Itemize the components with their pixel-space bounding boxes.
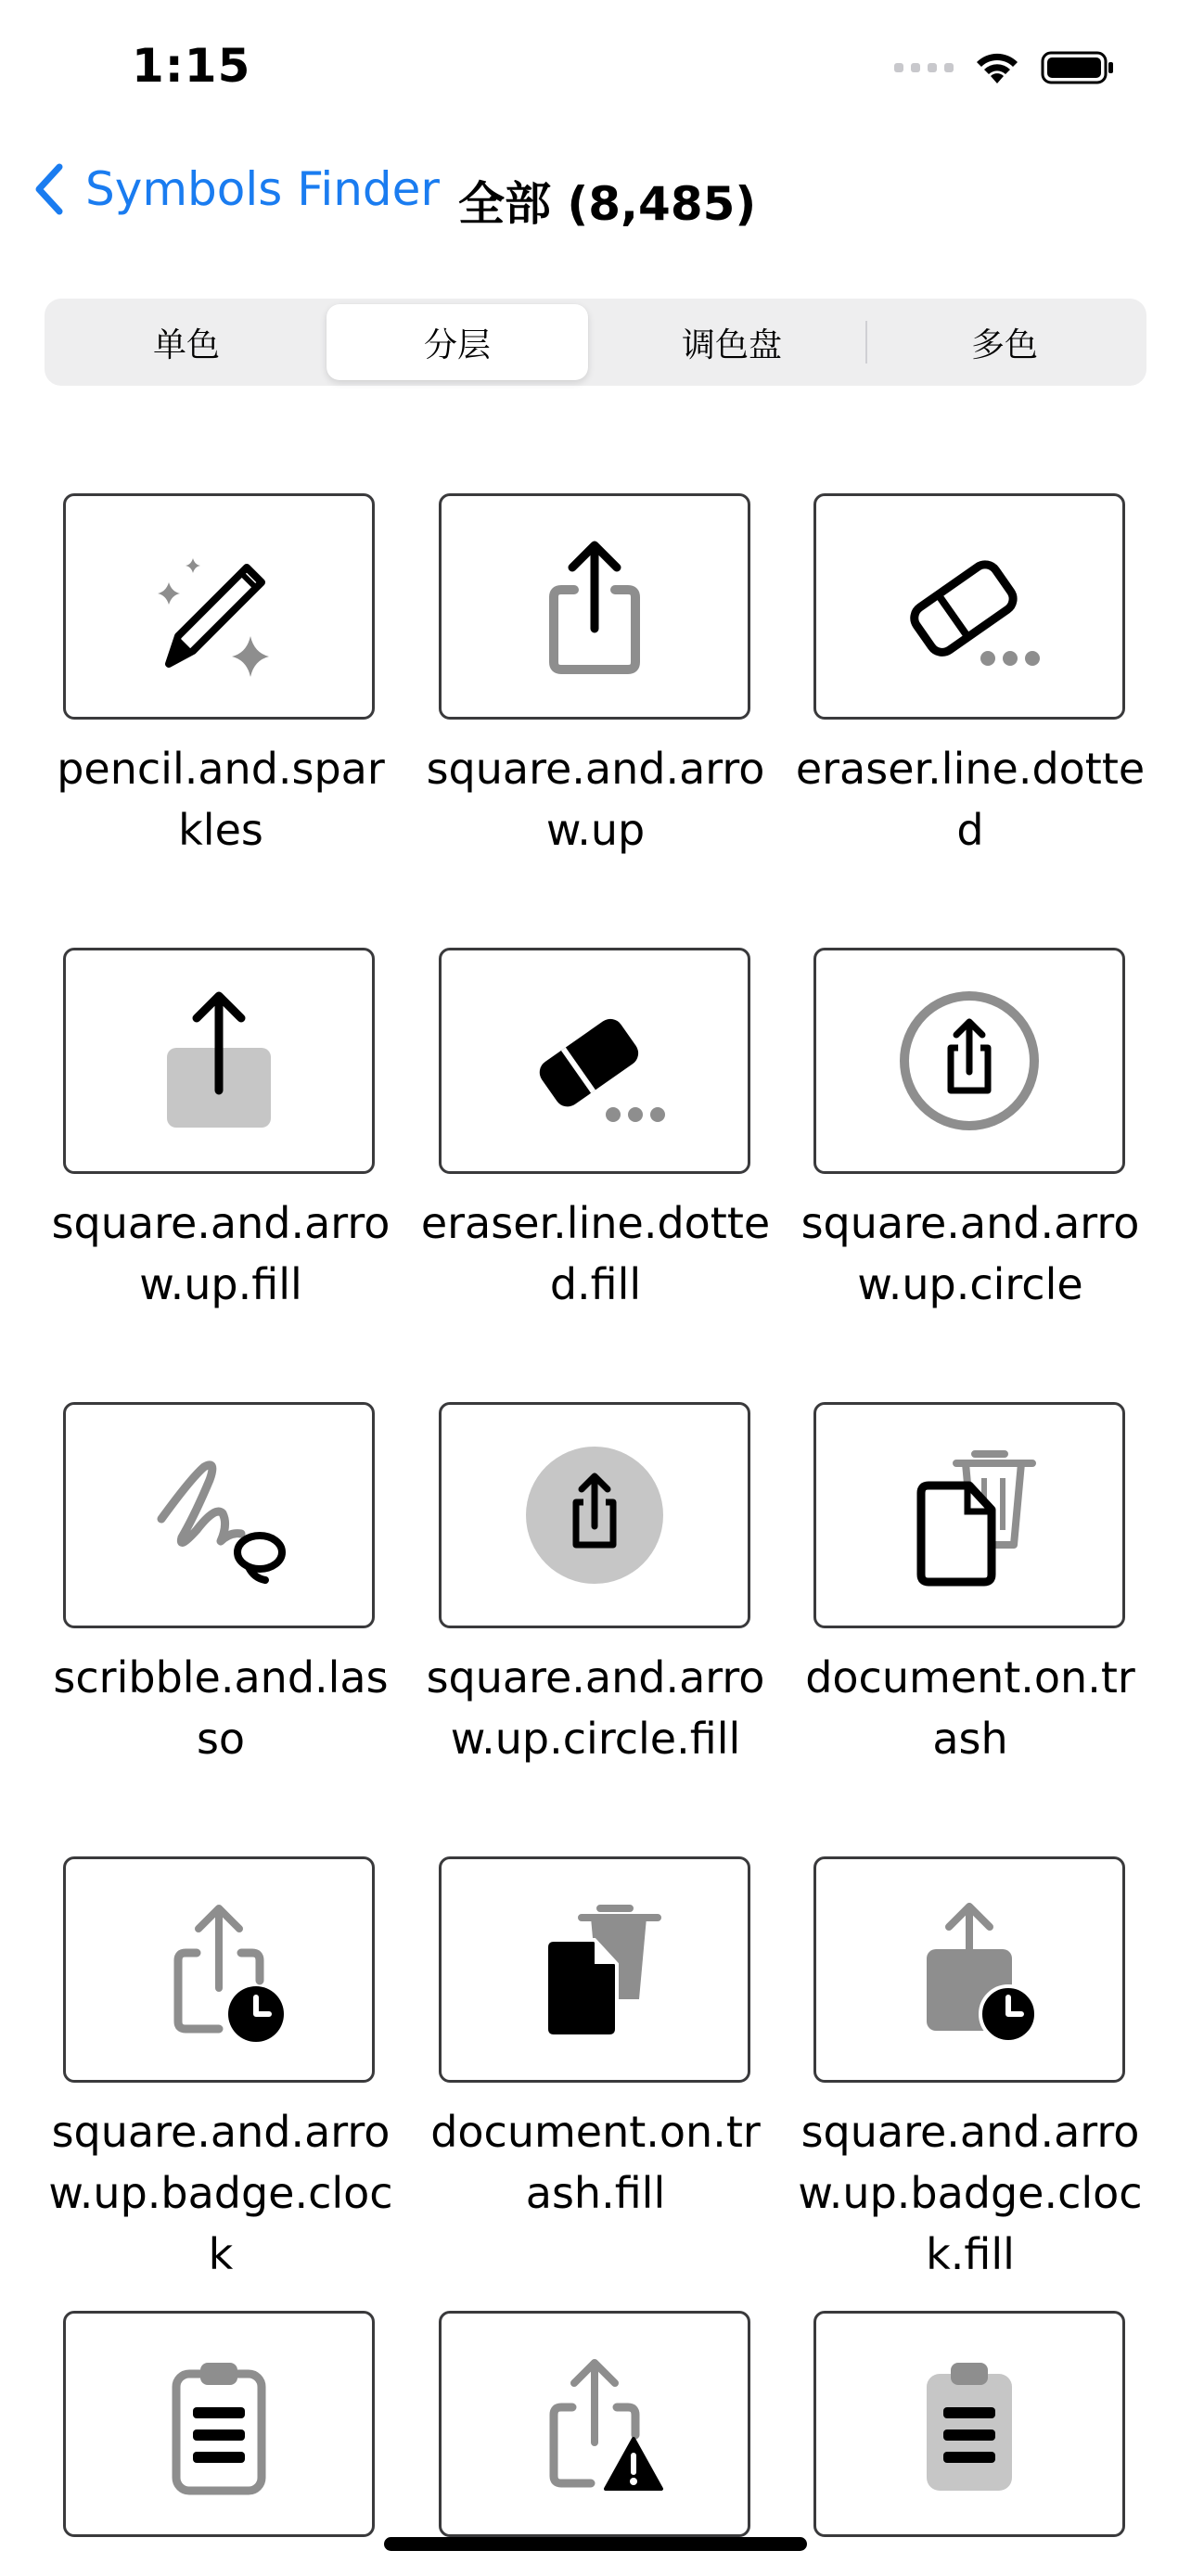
page-title: 全部 (8,485)	[458, 177, 757, 231]
share-badge-clock-fill-icon	[895, 1895, 1044, 2044]
symbol-name: square.and.arrow.up	[426, 744, 765, 855]
segment-monochrome[interactable]: 单色	[152, 325, 220, 364]
share-badge-clock-icon	[145, 1895, 293, 2044]
rendering-mode-segmented-control	[45, 299, 1146, 386]
status-time: 1:15	[132, 39, 251, 93]
eraser-dotted-icon	[895, 532, 1044, 681]
share-warning-icon	[520, 2350, 669, 2498]
symbol-name: scribble.and.lasso	[53, 1652, 389, 1764]
segment-divider	[865, 321, 867, 363]
symbol-tile[interactable]	[63, 493, 375, 720]
symbol-name: square.and.arrow.up.fill	[51, 1198, 391, 1309]
segment-multicolor[interactable]: 多色	[970, 325, 1038, 364]
segment-palette[interactable]: 调色盘	[681, 325, 782, 364]
segment-hierarchical[interactable]: 分层	[327, 304, 588, 380]
symbol-name: square.and.arrow.up.badge.clock.fill	[798, 2107, 1143, 2279]
symbol-tile[interactable]	[813, 493, 1125, 720]
symbol-tile[interactable]	[439, 2311, 750, 2537]
symbol-tile[interactable]	[439, 948, 750, 1174]
back-button[interactable]	[32, 161, 440, 217]
symbol-name: eraser.line.dotted.fill	[420, 1198, 771, 1309]
scribble-lasso-icon	[145, 1441, 293, 1589]
symbol-tile[interactable]	[63, 1402, 375, 1628]
pencil-sparkles-icon	[145, 532, 293, 681]
back-label: Symbols Finder	[85, 162, 440, 216]
battery-icon	[1041, 50, 1115, 85]
symbol-tile[interactable]	[439, 1402, 750, 1628]
symbol-tile[interactable]	[439, 1856, 750, 2083]
clipboard-list-icon	[145, 2350, 293, 2498]
symbol-name: eraser.line.dotted	[795, 744, 1146, 855]
wifi-icon	[974, 50, 1020, 85]
symbol-tile[interactable]	[63, 2311, 375, 2537]
symbol-name: square.and.arrow.up.circle	[800, 1198, 1140, 1309]
home-indicator[interactable]	[384, 2537, 807, 2551]
symbol-tile[interactable]	[813, 2311, 1125, 2537]
chevron-left-icon	[32, 161, 65, 217]
share-fill-icon	[145, 987, 293, 1135]
share-circle-icon	[895, 987, 1044, 1135]
symbol-tile[interactable]	[813, 1402, 1125, 1628]
symbol-name: document.on.trash.fill	[430, 2107, 761, 2218]
symbol-name: square.and.arrow.up.badge.clock	[48, 2107, 393, 2279]
cellular-signal-icon	[894, 63, 954, 72]
symbol-tile[interactable]	[63, 1856, 375, 2083]
eraser-dotted-fill-icon	[520, 987, 669, 1135]
symbol-name: square.and.arrow.up.circle.fill	[426, 1652, 765, 1764]
document-trash-icon	[895, 1441, 1044, 1589]
symbol-tile[interactable]	[439, 493, 750, 720]
navigation-bar	[0, 148, 1191, 241]
symbol-name: document.on.trash	[805, 1652, 1135, 1764]
symbol-tile[interactable]	[813, 1856, 1125, 2083]
document-trash-fill-icon	[520, 1895, 669, 2044]
symbol-tile[interactable]	[813, 948, 1125, 1174]
clipboard-list-fill-icon	[895, 2350, 1044, 2498]
share-circle-fill-icon	[520, 1441, 669, 1589]
share-icon	[520, 532, 669, 681]
symbol-name: pencil.and.sparkles	[57, 744, 385, 855]
status-icons	[894, 45, 1115, 91]
symbol-tile[interactable]	[63, 948, 375, 1174]
